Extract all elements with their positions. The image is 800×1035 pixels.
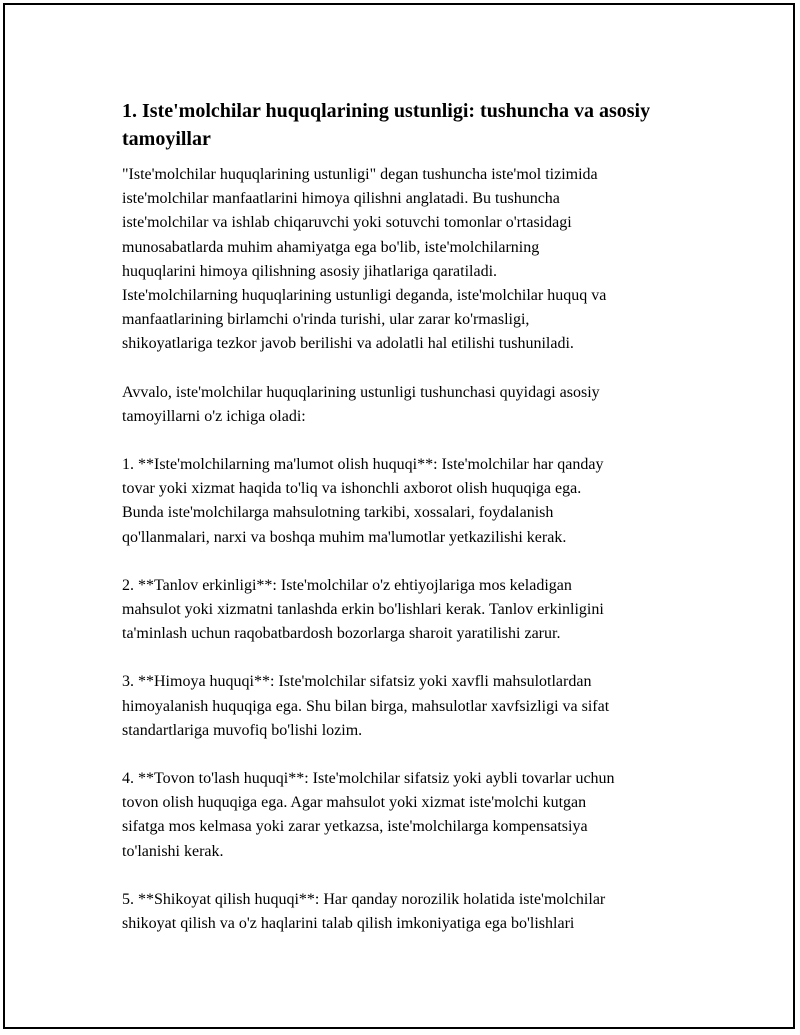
document-body	[122, 97, 722, 960]
page-frame	[3, 3, 795, 1029]
section-heading: 1. Iste'molchilar huquqlarining ustunligi: tushuncha va asosiy tamoyillar	[122, 100, 651, 150]
list-item-protection-right: 3. **Himoya huquqi**: Iste'molchilar sifatsiz yoki xavfli mahsulotlardan himoyalanish huquqiga ega. Shu bilan birga, mahsulotlar xavfsizligi va sifat standartlariga muvofiq bo'lishi lozim.	[122, 673, 610, 739]
list-item-compensation-right: 4. **Tovon to'lash huquqi**: Iste'molchilar sifatsiz yoki aybli tovarlar uchun tovon olish huquqiga ega. Agar mahsulot yoki xizmat iste'molchi kutgan sifatga mos kelmasa yoki zarar yetkazsa, iste'molchilarga kompensatsiya to'lanishi kerak.	[122, 770, 615, 860]
list-item-complaint-right: 5. **Shikoyat qilish huquqi**: Har qanday norozilik holatida iste'molchilar shikoyat qilish va o'z haqlarini talab qilish imkoniyatiga ega bo'lishlari	[122, 890, 606, 933]
paragraph-definition: "Iste'molchilar huquqlarining ustunligi" degan tushuncha iste'mol tizimida iste'molchilar manfaatlarini himoya qilishni anglatadi. Bu tushuncha iste'molchilar va ishlab chiqaruvchi yoki sotuvchi tomonlar o'rtasidagi munosabatlarda muhim ahamiyatga ega bo'lib, iste'molchilarning huquqlarini himoya qilishning asosiy jihatlariga qaratiladi. Iste'molchilarning huquqlarining ustunligi deganda, iste'molchilar huquq va manfaatlarining birlamchi o'rinda turishi, ular zarar ko'rmasligi, shikoyatlariga tezkor javob berilishi va adolatli hal etilishi tushuniladi.	[122, 166, 607, 353]
list-item-information-right: 1. **Iste'molchilarning ma'lumot olish huquqi**: Iste'molchilar har qanday tovar yoki xizmat haqida to'liq va ishonchli axborot olish huquqiga ega. Bunda iste'molchilarga mahsulotning tarkibi, xossalari, foydalanish qo'llanmalari, narxi va boshqa muhim ma'lumotlar yetkazilishi kerak.	[122, 456, 604, 546]
list-item-freedom-of-choice: 2. **Tanlov erkinligi**: Iste'molchilar o'z ehtiyojlariga mos keladigan mahsulot yoki xizmatni tanlashda erkin bo'lishlari kerak. Tanlov erkinligini ta'minlash uchun raqobatbardosh bozorlarga sharoit yaratilishi zarur.	[122, 576, 604, 643]
paragraph-intro-principles: Avvalo, iste'molchilar huquqlarining ustunligi tushunchasi quyidagi asosiy tamoyillarni o'z ichiga oladi:	[122, 383, 600, 425]
